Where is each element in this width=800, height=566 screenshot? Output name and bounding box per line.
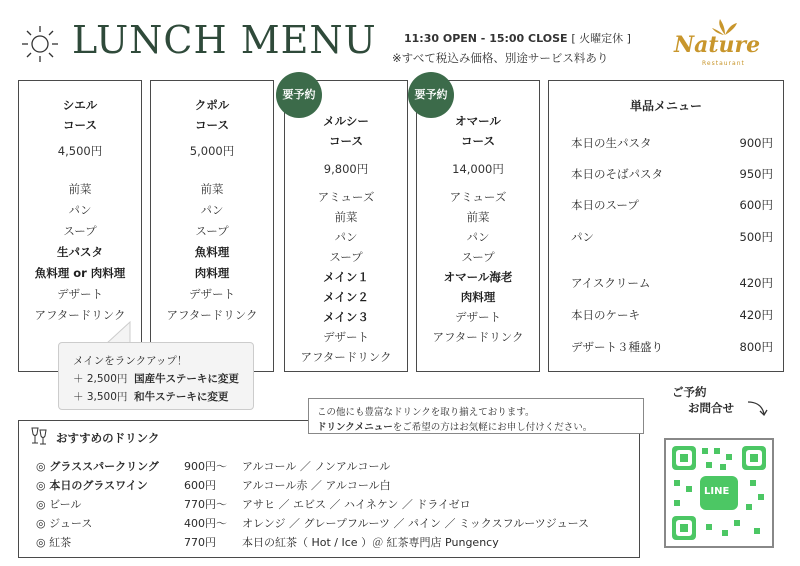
single-menu-item: [571, 135, 773, 151]
drink-desc: アルコール ／ ノンアルコール: [242, 460, 391, 473]
wine-glasses-icon: [28, 426, 50, 446]
single-menu-item: [571, 339, 773, 355]
single-menu-item: [571, 197, 773, 213]
item-price: 500円: [739, 230, 773, 244]
upgrade-option: [73, 371, 239, 386]
course-item: パン: [466, 230, 490, 244]
course-name: クポル: [194, 98, 230, 112]
course-item: パン: [200, 203, 224, 217]
course-label: コース: [329, 134, 363, 148]
course-item: デザート: [323, 330, 369, 344]
course-item: 前菜: [334, 210, 358, 224]
info-line: この他にも豊富なドリンクを取り揃えております。: [317, 407, 535, 418]
closed-day: [ 火曜定休 ]: [571, 32, 631, 45]
course-price: 14,000円: [452, 162, 504, 176]
drink-price: 900円〜: [184, 460, 227, 473]
course-item: 前菜: [68, 182, 92, 196]
course-item: メイン３: [323, 310, 369, 324]
drink-price: 400円〜: [184, 517, 227, 530]
course-price: 9,800円: [323, 162, 369, 176]
course-label: コース: [461, 134, 495, 148]
course-item: メイン２: [323, 290, 369, 304]
item-name: 本日の生パスタ: [571, 136, 652, 150]
item-price: 420円: [739, 308, 773, 322]
course-card-merci: [284, 80, 408, 372]
course-item: オマール海老: [443, 270, 513, 284]
single-menu-item: [571, 166, 773, 182]
course-item: 前菜: [466, 210, 490, 224]
drink-name: ◎ グラススパークリング: [36, 460, 159, 473]
business-hours: [404, 30, 631, 46]
item-price: 950円: [739, 167, 773, 181]
tax-note: ※すべて税込み価格、別途サービス料あり: [392, 51, 609, 65]
course-item: スープ: [195, 224, 229, 238]
reservation-required-badge: 要予約: [408, 72, 454, 118]
course-item: 肉料理: [460, 290, 496, 304]
info-line: [317, 419, 592, 433]
course-item: メイン１: [323, 270, 369, 284]
reserve-line1: ご予約: [672, 385, 707, 399]
item-price: 600円: [739, 198, 773, 212]
restaurant-logo: [666, 18, 786, 76]
upgrade-title: メインをランクアップ！: [73, 355, 188, 367]
reserve-line2: お問合せ: [688, 401, 734, 415]
upgrade-price: ＋ 2,500円: [73, 373, 128, 385]
course-item: アフタードリンク: [300, 350, 392, 364]
upgrade-text: 和牛ステーキに変更: [134, 391, 229, 403]
course-item: パン: [334, 230, 358, 244]
line-label: LINE: [704, 486, 730, 497]
drink-desc: アサヒ ／ エビス ／ ハイネケン ／ ドライゼロ: [242, 498, 471, 511]
upgrade-price: ＋ 3,500円: [73, 391, 128, 403]
upgrade-text: 国産牛ステーキに変更: [134, 373, 239, 385]
course-item: スープ: [329, 250, 363, 264]
drink-price: 770円〜: [184, 498, 227, 511]
info-rest: をご希望の方はお気軽にお申し付けください。: [392, 422, 593, 433]
line-qr-code[interactable]: [664, 438, 774, 548]
course-item: 魚料理: [194, 245, 230, 259]
course-name: オマール: [455, 114, 501, 128]
drink-name: ◎ ビール: [36, 498, 82, 511]
course-item: パン: [68, 203, 92, 217]
item-name: アイスクリーム: [571, 276, 651, 290]
course-item: デザート: [189, 287, 235, 301]
drink-price: 600円: [184, 479, 216, 492]
upgrade-callout: [58, 342, 254, 410]
hours-text: 11:30 OPEN - 15:00 CLOSE: [404, 32, 568, 45]
single-menu-item: [571, 307, 773, 323]
course-price: 4,500円: [57, 144, 103, 158]
course-card-homard: [416, 80, 540, 372]
drink-desc: オレンジ ／ グレープフルーツ ／ パイン ／ ミックスフルーツジュース: [242, 517, 590, 530]
item-price: 420円: [739, 276, 773, 290]
course-name: シエル: [62, 98, 98, 112]
drink-name: ◎ ジュース: [36, 517, 93, 530]
item-price: 900円: [739, 136, 773, 150]
item-name: 本日のスープ: [571, 198, 639, 212]
drink-desc: アルコール赤 ／ アルコール白: [242, 479, 391, 492]
course-card-coupole: [150, 80, 274, 372]
course-item: アフタードリンク: [34, 308, 126, 322]
drink-desc: 本日の紅茶（ Hot / Ice ）＠ 紅茶専門店 Pungency: [242, 536, 499, 549]
reservation-required-badge: 要予約: [276, 72, 322, 118]
logo-sub: Restaurant: [702, 60, 745, 67]
course-item: 前菜: [200, 182, 224, 196]
drinks-heading: おすすめのドリンク: [56, 431, 160, 445]
course-item: 魚料理 or 肉料理: [34, 266, 126, 280]
upgrade-option: [73, 389, 228, 404]
course-item: 生パスタ: [57, 245, 103, 259]
item-name: 本日のそばパスタ: [571, 167, 663, 181]
logo-name: Nature: [674, 32, 761, 58]
item-name: デザート３種盛り: [571, 340, 663, 354]
course-item: アミューズ: [449, 190, 507, 204]
item-name: 本日のケーキ: [571, 308, 640, 322]
single-menu-item: [571, 275, 773, 291]
arrow-icon: [744, 398, 772, 418]
item-price: 800円: [739, 340, 773, 354]
course-item: デザート: [455, 310, 501, 324]
reservation-label: [672, 384, 734, 416]
sun-icon: [18, 22, 62, 66]
drink-price: 770円: [184, 536, 216, 549]
course-label: コース: [63, 118, 97, 132]
page-title: LUNCH MENU: [72, 18, 377, 62]
item-name: パン: [571, 230, 594, 244]
course-name: メルシー: [323, 114, 369, 128]
course-item: アフタードリンク: [432, 330, 524, 344]
single-menu-card: [548, 80, 784, 372]
info-bold: ドリンクメニュー: [317, 422, 393, 433]
course-item: デザート: [57, 287, 103, 301]
single-menu-heading: 単品メニュー: [629, 99, 702, 113]
course-item: アフタードリンク: [166, 308, 258, 322]
course-item: アミューズ: [317, 190, 375, 204]
drink-name: ◎ 本日のグラスワイン: [36, 479, 148, 492]
course-price: 5,000円: [189, 144, 235, 158]
drink-info-note: [308, 398, 644, 434]
drink-name: ◎ 紅茶: [36, 536, 72, 549]
course-label: コース: [195, 118, 229, 132]
single-menu-item: [571, 229, 773, 245]
course-item: スープ: [63, 224, 97, 238]
course-item: 肉料理: [194, 266, 230, 280]
course-item: スープ: [461, 250, 495, 264]
